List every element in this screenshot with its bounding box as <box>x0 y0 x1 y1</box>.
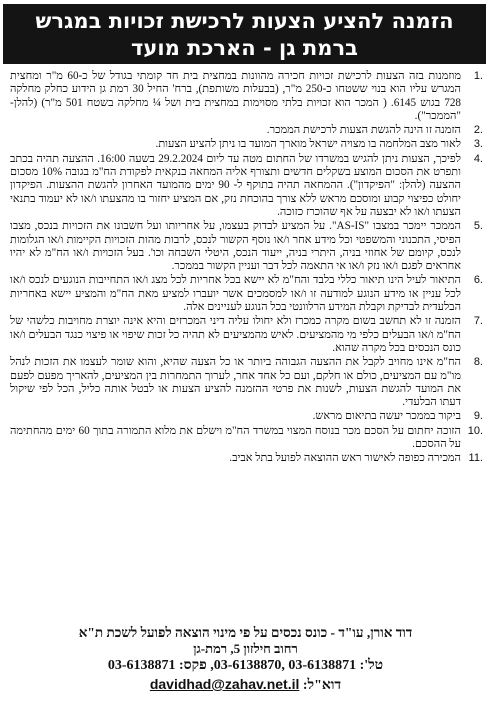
list-item <box>10 274 483 314</box>
notice-subtitle: ברמת גן - הארכת מועד <box>131 36 358 60</box>
office-address: רחוב חילזון 5, רמת-גן <box>193 641 298 656</box>
list-item <box>10 153 483 219</box>
email-address[interactable]: davidhad@zahav.net.il <box>149 676 300 692</box>
item-number: 11. <box>468 452 483 465</box>
email-label: דוא"ל: <box>302 678 342 693</box>
item-text: המכירה כפופה לאישור ראש ההוצאה לפועל בתל אביב. <box>229 452 461 465</box>
list-item <box>10 70 483 123</box>
list-item <box>10 410 483 423</box>
receiver-name: דוד אורן, עו"ד - כונס נכסים על פי מינוי הוצאה לפועל לשכת ת"א <box>78 625 413 640</box>
phone-separator: , <box>210 658 214 673</box>
item-text: הממכר יימכר במצבו "AS-IS". על המציע לבדוק בעצמו, על אחריותו ועל חשבונו את הזכויות בנכס, מצבו הפיסי, התכנוני והמשפטי וכל מידע אחר ו/או נוסף הקשור לנכס, לרבות מהות הזכויות הקיימות ו/או הגלומות לנכס, קיומם של אחוזי בניה, היתרי בניה, ייעוד הנכס, היטלי השבחה וכו'. בעל הזכויות ו/או הח"מ לא יהיו אחראים לפגם ו/או נזק ו/או אי התאמה לכל דבר ועניין הקשור בממכר. <box>10 220 461 273</box>
list-item <box>10 425 483 452</box>
fax-number: 03-6138871 <box>107 658 176 673</box>
item-number: 5. <box>473 220 483 233</box>
item-number: 2. <box>473 124 483 137</box>
fax-label: פקס: <box>179 658 207 673</box>
phone-fax-line <box>8 657 483 675</box>
item-number: 9. <box>473 410 483 423</box>
item-number: 7. <box>473 315 483 328</box>
phone-label: טל': <box>359 658 384 673</box>
item-text: מוזמנות בזה הצעות לרכישת זכויות חכירה מהוונות במחצית בית חד קומתי בגודל של כ-60 מ"ר ומחצית המגרש עליו הוא בנוי ששטחו כ-250 מ"ר, (בבעלות משותפת), ברח' החיל 30 רמת גן הידוע כחלק מחלקה 728 בגוש 6145. ( המכר הוא זכויות בלתי מסוימות במחצית בית ושל ¼ מחלקה בשטח 501 מ"ר) (להלן- "הממכר"). <box>10 70 461 122</box>
item-text: הזוכה יחתום על הסכם מכר בנוסח המצוי במשרד הח"מ וישלם את מלוא התמורה בתוך 60 ימים מהחתימה על ההסכם. <box>10 424 461 451</box>
item-number: 4. <box>473 152 483 165</box>
item-number: 1. <box>473 70 483 82</box>
item-text: לאור מצב המלחמה בו מצויה ישראל מוארך המועד בו ניתן להציע הצעות. <box>155 138 461 151</box>
list-item <box>10 220 483 273</box>
item-text: ביקור בממכר יעשה בתיאום מראש. <box>312 410 461 423</box>
item-number: 8. <box>473 356 483 369</box>
email-line <box>8 675 483 695</box>
item-text: לפיכך, הצעות ניתן להגיש במשרדו של החתום מטה עד ליום 29.2.2024 בשעה 16:00. ההצעה תהיה בכתב ותפרט את הסכום המוצע בשקלים חדשים ותצורף אליה המחאה בנקאית לפקודת הח"מ בגובה 10% מסכום ההצעה (להלן: "הפיקדון"). ההמחאה תהיה בתוקף ל- 90 ימים מהמועד האחרון להגשת ההצעות. הפיקדון יחולט כפיצוי קבוע ומוסכם מראש ללא צורך בהוכחת נזק, אם המציע יחזור בו מהצעתו ו/או לא יעמוד בתנאי הצעתו ו/או לא יבצעה על אף שהוכרז כזוכה. <box>10 152 461 218</box>
list-item <box>10 315 483 355</box>
list-item <box>10 124 483 137</box>
item-text: הזמנה זו הינה להגשת הצעות לרכישת הממכר. <box>266 124 461 137</box>
item-number: 3. <box>473 138 483 151</box>
phone-numbers: 03-6138870, 03-6138871 <box>213 658 357 673</box>
terms-list <box>10 70 483 466</box>
notice-title: הזמנה להציע הצעות לרכישת זכויות במגרש <box>35 9 454 33</box>
item-text: הזמנה זו לא תחשב בשום מקרה כמכרז ולא יחולו עליה דיני המכרזים והיא אינה יוצרת מחויבות כלשהי של הח"מ ו/או הבעלים כלפי מי מהמציעים. לאיש מהמציעים לא תהיה כל זכות שיפוי או פיצוי כנגד הבעלים ו/או כונס הנכסים בכל מקרה שהוא. <box>10 315 461 354</box>
notice-body <box>10 70 483 467</box>
list-item <box>10 138 483 151</box>
list-item <box>10 452 483 465</box>
contact-footer <box>8 624 483 695</box>
notice-header <box>3 4 486 64</box>
item-text: הח"מ אינו מחויב לקבל את ההצעה הגבוהה ביותר או כל הצעה שהיא, והוא שומר לעצמו את הזכות לנהל מו"מ עם המציעים, כולם או חלקם, ועם כל אחד אחר, לערוך התמחרות בין המציעים, להאריך מפעם לפעם את המועד להגשת הצעות, לשנות את פרטי ההזמנה להציע הצעות או לבטל אותה כליל, הכל לפי שיקול דעתו הבלעדי. <box>10 356 461 409</box>
item-text: התיאור לעיל הינו תיאור כללי בלבד והח"מ לא יישא בכל אחריות לכל מצג ו/או התחייבות הנוגעים לנכס ו/או לכל עניין או מידע הנוגע למודעה זו ו/או למסמכים אשר יועברו למציע מאת הח"מ והמציע יישא באחריות הבלעדית לבדיקת וקבלת המידע הרלוונטי בכל הנוגע לעניינים אלה. <box>10 274 461 314</box>
item-number: 6. <box>473 274 483 287</box>
list-item <box>10 356 483 409</box>
item-number: 10. <box>467 424 483 437</box>
